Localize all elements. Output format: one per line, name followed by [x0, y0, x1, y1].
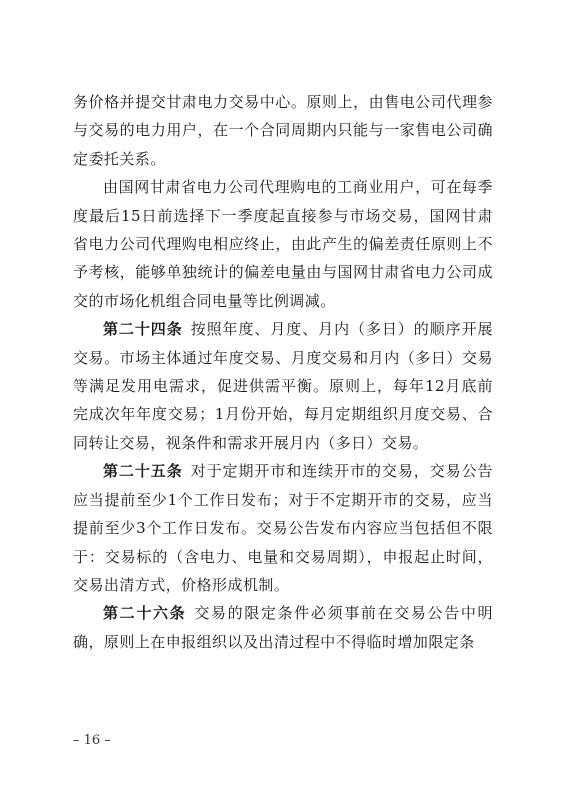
- article-24: [73, 315, 493, 457]
- paragraph-proxy-purchase: [73, 173, 493, 315]
- article-heading: 第二十五条: [103, 462, 183, 481]
- article-heading: 第二十六条: [103, 604, 187, 623]
- article-text: 对于定期开市和连续开市的交易，交易公告应当提前至少1个工作日发布；对于不定期开市的交易，应当提前至少3个工作日发布。交易公告发布内容应当包括但不限于：交易标的（含电力、电量和交易周期），申报起止时间，交易出清方式，价格形成机制。: [73, 462, 493, 594]
- paragraph-text: 务价格并提交甘肃电力交易中心。原则上，由售电公司代理参与交易的电力用户，在一个合同周期内只能与一家售电公司确定委托关系。: [73, 93, 493, 168]
- article-text: 按照年度、月度、月内（多日）的顺序开展交易。市场主体通过年度交易、月度交易和月内（多日）交易等满足发用电需求，促进供需平衡。原则上，每年12月底前完成次年年度交易；1月份开始，每月定期组织月度交易、合同转让交易，视条件和需求开展月内（多日）交易。: [73, 320, 493, 452]
- page-number: – 16 –: [73, 733, 111, 748]
- article-heading: 第二十四条: [103, 320, 183, 339]
- paragraph-continuation: [73, 88, 493, 173]
- article-26: [73, 599, 493, 656]
- paragraph-text: 由国网甘肃省电力公司代理购电的工商业用户，可在每季度最后15日前选择下一季度起直接参与市场交易，国网甘肃省电力公司代理购电相应终止，由此产生的偏差责任原则上不予考核，能够单独统计的偏差电量由与国网甘肃省电力公司成交的市场化机组合同电量等比例调减。: [73, 178, 493, 310]
- article-25: [73, 457, 493, 599]
- article-text: 交易的限定条件必须事前在交易公告中明确，原则上在申报组织以及出清过程中不得临时增加限定条: [73, 604, 493, 651]
- document-body: [73, 88, 493, 656]
